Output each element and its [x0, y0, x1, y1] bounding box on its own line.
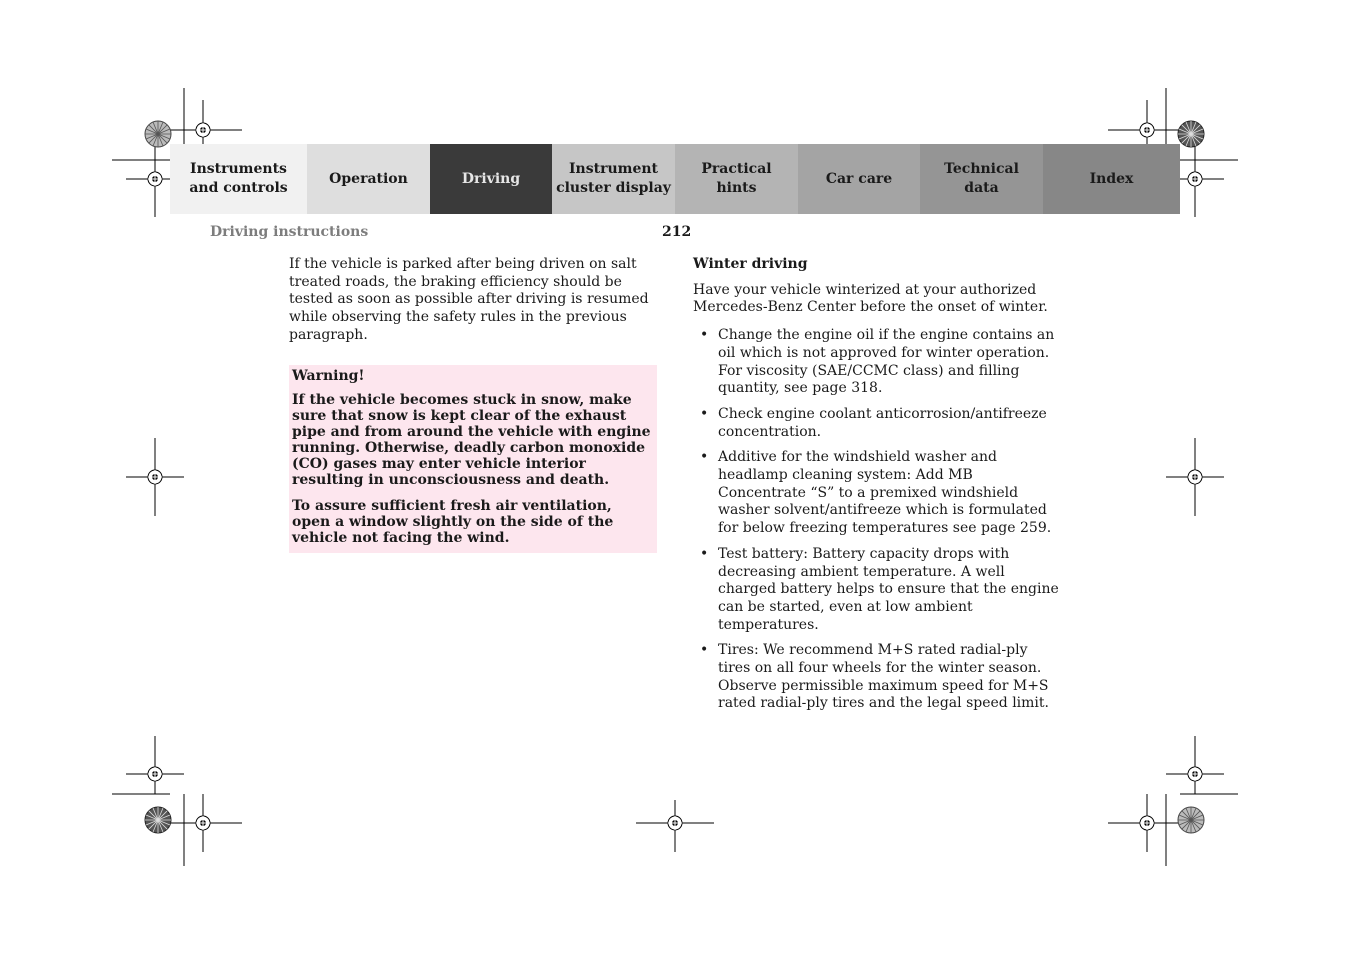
list-item-text: Additive for the windshield washer and headlamp cleaning system: Add MB Concentrate “S” to a premixed windshield washer solvent/antifreeze which is formulated for below freezing temperatures see page 259.	[718, 449, 1052, 537]
bullet-icon: •	[700, 545, 709, 562]
bullet-icon: •	[700, 405, 709, 422]
winter-driving-heading: Winter driving	[693, 256, 808, 272]
list-item-text: Tires: We recommend M+S rated radial-ply tires on all four wheels for the winter season. Observe permissible maximum speed for M+S rated radial-ply tires and the legal speed limit.	[718, 642, 1049, 712]
tab-driving[interactable]: Driving	[430, 144, 552, 214]
tab-car-care[interactable]: Car care	[798, 144, 920, 214]
tab-practical-hints[interactable]: Practical hints	[675, 144, 798, 214]
tab-technical-data[interactable]: Technical data	[920, 144, 1043, 214]
intro-paragraph: If the vehicle is parked after being driven on salt treated roads, the braking efficiency should be tested as soon as possible after driving is resumed while observing the safety rules in the previous paragraph.	[289, 256, 649, 343]
section-tabs	[170, 144, 1180, 214]
tab-instruments-and-controls[interactable]: Instruments and controls	[170, 144, 307, 214]
list-item-text: Check engine coolant anticorrosion/antifreeze concentration.	[718, 405, 1047, 440]
list-item-text: Test battery: Battery capacity drops with decreasing ambient temperature. A well charged battery helps to ensure that the engine can be started, even at low ambient temperatures.	[718, 545, 1059, 633]
tab-operation[interactable]: Operation	[307, 144, 430, 214]
list-item	[693, 327, 1063, 398]
winter-checklist	[693, 327, 1063, 713]
warning-paragraph: If the vehicle becomes stuck in snow, make sure that snow is kept clear of the exhaust pipe and from around the vehicle with engine running. Otherwise, deadly carbon monoxide (CO) gases may enter vehicle interior resulting in unconsciousness and death.	[292, 391, 651, 488]
list-item	[693, 406, 1063, 441]
warning-paragraph: To assure sufficient fresh air ventilation, open a window slightly on the side of the vehicle not facing the wind.	[292, 497, 614, 546]
bullet-icon: •	[700, 449, 709, 466]
bullet-icon: •	[700, 327, 709, 344]
section-title: Driving instructions	[210, 224, 369, 240]
list-item	[693, 546, 1063, 635]
winter-intro: Have your vehicle winterized at your authorized Mercedes-Benz Center before the onset of winter.	[693, 281, 1048, 316]
right-column	[693, 256, 1063, 721]
warning-box	[289, 365, 657, 553]
left-column	[289, 256, 659, 553]
list-item	[693, 642, 1063, 713]
warning-title: Warning!	[292, 367, 365, 384]
bullet-icon: •	[700, 642, 709, 659]
tab-index[interactable]: Index	[1043, 144, 1180, 214]
page-number: 212	[662, 224, 692, 240]
tab-instrument-cluster-display[interactable]: Instrument cluster display	[552, 144, 675, 214]
list-item-text: Change the engine oil if the engine contains an oil which is not approved for winter operation. For viscosity (SAE/CCMC class) and filling quantity, see page 318.	[718, 327, 1055, 397]
list-item	[693, 449, 1063, 538]
